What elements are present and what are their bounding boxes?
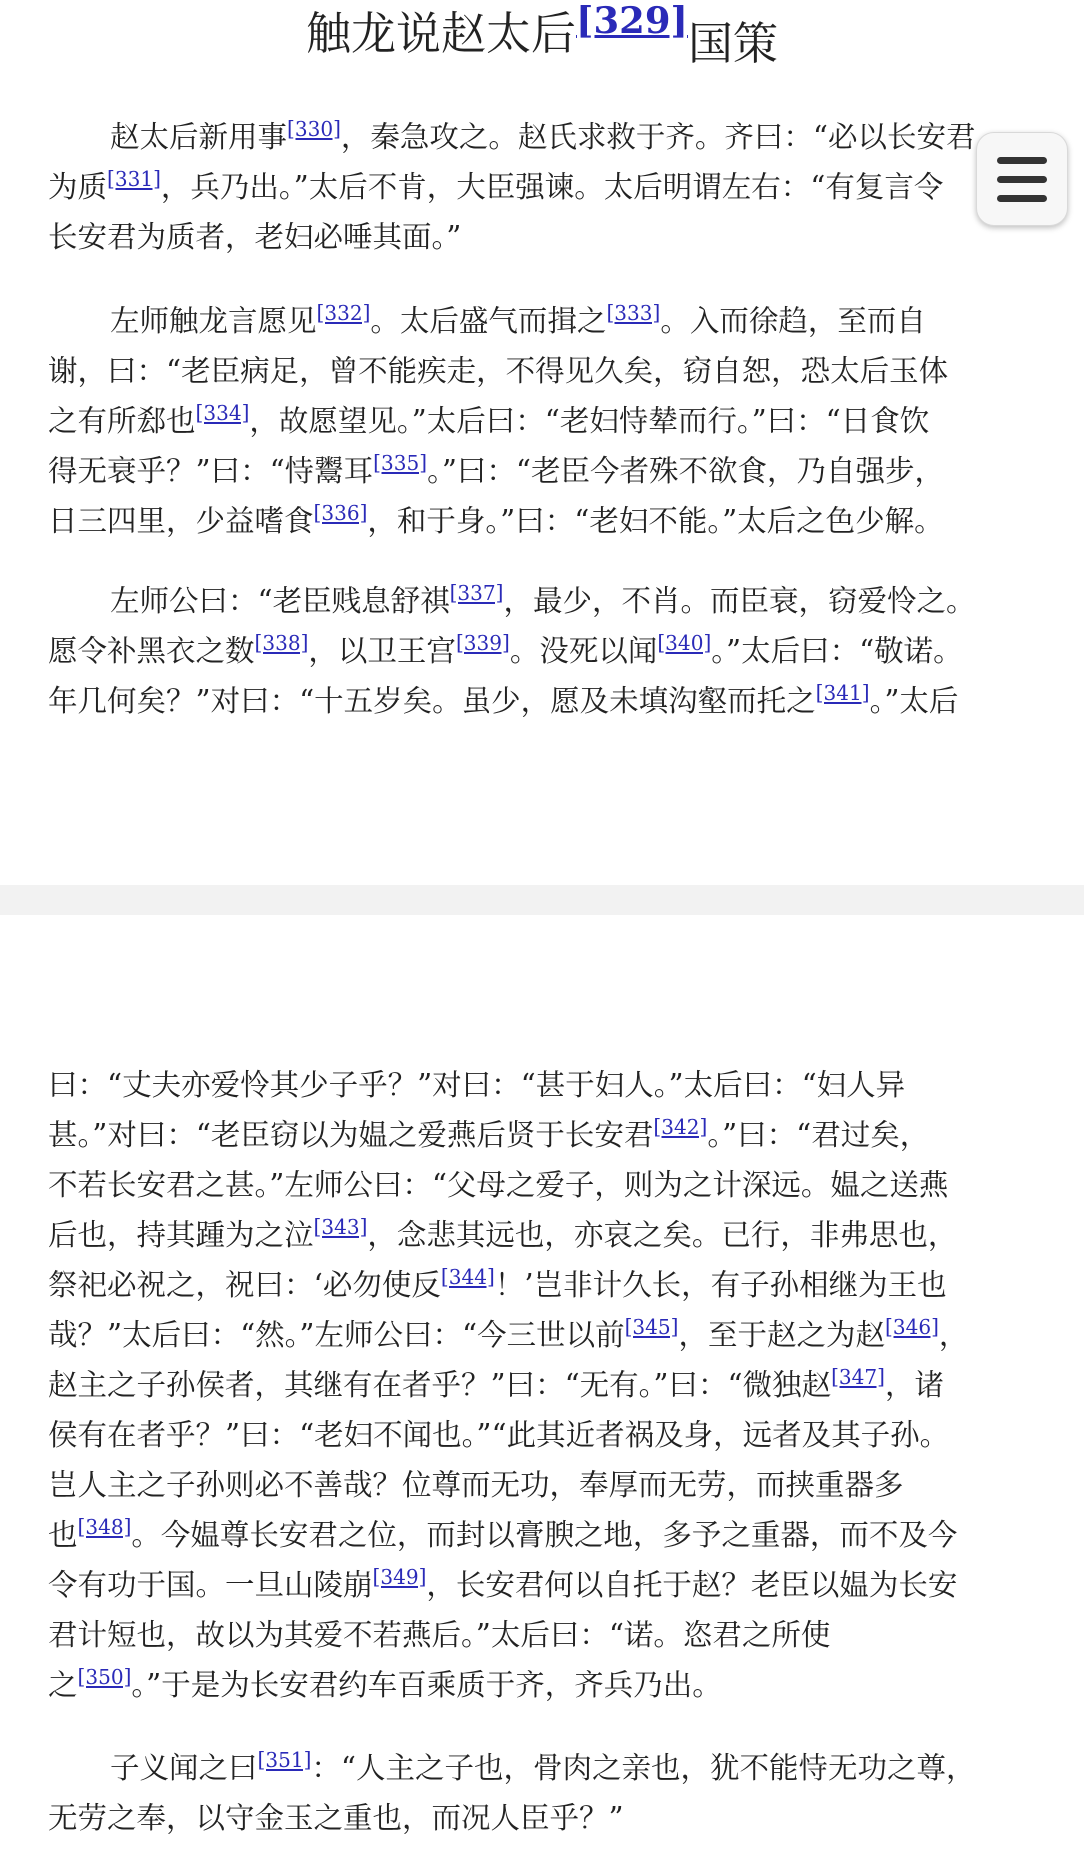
text-line (48, 496, 944, 546)
text-line (48, 1360, 944, 1410)
text-span: 得无衰乎？”曰：“恃鬻耳 (48, 454, 374, 488)
text-line (48, 1460, 904, 1510)
text-line (48, 676, 958, 726)
text-span: 。”曰：“老臣今者殊不欲食，乃自强步， (427, 454, 944, 488)
text-span: 谢，曰：“老臣病足，曾不能疾走，不得见久矣，窃自恕，恐太后玉体 (48, 354, 949, 388)
text-span: ，秦急攻之。赵氏求救于齐。齐曰：“必以长安君 (340, 120, 976, 154)
text-line (48, 1410, 949, 1460)
text-span: ，兵乃出。”太后不肯，大臣强谏。太后明谓左右：“有复言令 (160, 170, 944, 204)
text-span: 之 (48, 1668, 78, 1702)
footnote-link[interactable]: [341] (815, 681, 870, 706)
text-line (48, 162, 943, 212)
text-span: ，诸 (884, 1368, 944, 1402)
text-line (48, 626, 963, 676)
text-span: 赵太后新用事 (110, 120, 288, 154)
footnote-link[interactable]: [334] (195, 401, 250, 426)
text-line (48, 1560, 957, 1610)
text-span: 不若长安君之甚。”左师公曰：“父母之爱子，则为之计深远。媪之送燕 (48, 1168, 949, 1202)
text-span: ，故愿望见。”太后曰：“老妇恃辇而行。”曰：“日食饮 (249, 404, 930, 438)
text-span: 也 (48, 1518, 78, 1552)
footnote-link[interactable]: [333] (606, 301, 661, 326)
text-span: 。”于是为长安君约车百乘质于齐，齐兵乃出。 (131, 1668, 722, 1702)
text-span: 子义闻之曰 (110, 1751, 258, 1785)
text-span: 侯有在者乎？”曰：“老妇不闻也。”“此其近者祸及身，远者及其子孙。 (48, 1418, 950, 1452)
text-span: 无劳之奉，以守金玉之重也，而况人臣乎？” (48, 1801, 624, 1835)
footnote-link[interactable]: [331] (107, 167, 161, 192)
footnote-link[interactable]: [344] (440, 1265, 495, 1290)
footnote-link[interactable]: [338] (254, 631, 309, 656)
text-line (48, 1260, 947, 1310)
text-span: ，和于身。”曰：“老妇不能。”太后之色少解。 (367, 504, 944, 538)
text-line (110, 296, 926, 346)
text-span: 。入而徐趋，至而自 (660, 304, 926, 338)
text-span: ！’岂非计久长，有子孙相继为王也 (494, 1268, 947, 1302)
hamburger-menu-icon (997, 157, 1047, 164)
text-span: 左师公曰：“老臣贱息舒祺 (110, 584, 450, 618)
footnote-link[interactable]: [339] (455, 631, 510, 656)
page-break-divider (0, 885, 1084, 915)
text-span: ，最少，不肖。而臣衰，窃爱怜之。 (503, 584, 976, 618)
footnote-link[interactable]: [337] (449, 581, 504, 606)
text-span: 甚。”对曰：“老臣窃以为媪之爱燕后贤于长安君 (48, 1118, 654, 1152)
text-span: 。太后盛气而揖之 (370, 304, 607, 338)
text-span: ，念悲其远也，亦哀之矣。已行，非弗思也， (367, 1218, 958, 1252)
text-span: 哉？”太后曰：“然。”左师公曰：“今三世以前 (48, 1318, 625, 1352)
text-span: 长安君为质者，老妇必唾其面。” (48, 220, 462, 254)
text-line (48, 1610, 830, 1660)
footnote-link[interactable]: [351] (257, 1748, 312, 1773)
hamburger-menu-icon-bar (997, 176, 1047, 183)
text-span: 君计短也，故以为其爱不若燕后。”太后曰：“诺。恣君之所使 (48, 1618, 831, 1652)
text-span: 之有所郄也 (48, 404, 196, 438)
text-line (48, 1793, 624, 1843)
text-span: ，至于赵之为赵 (678, 1318, 885, 1352)
text-span: ，以卫王宫 (308, 634, 456, 668)
text-span: 。今媪尊长安君之位，而封以膏腴之地，多予之重器，而不及今 (131, 1518, 958, 1552)
footnote-link[interactable]: [347] (831, 1365, 885, 1390)
text-span: 左师触龙言愿见 (110, 304, 317, 338)
footnote-link[interactable]: [343] (313, 1215, 368, 1240)
text-span: 赵主之子孙侯者，其继有在者乎？”曰：“无有。”曰：“微独赵 (48, 1368, 832, 1402)
text-span: 愿令补黑衣之数 (48, 634, 255, 668)
text-line (48, 1310, 968, 1360)
hamburger-menu-icon-bar (997, 195, 1047, 202)
text-span: 。”曰：“君过矣， (707, 1118, 930, 1152)
page-section-bottom (0, 915, 1084, 1874)
text-span: 后也，持其踵为之泣 (48, 1218, 314, 1252)
text-span: 祭祀必祝之，祝曰：‘必勿使反 (48, 1268, 441, 1302)
title-tail: 国策 (687, 17, 778, 70)
footnote-link[interactable]: [332] (316, 301, 371, 326)
text-line (48, 1160, 948, 1210)
text-span: 日三四里，少益嗜食 (48, 504, 314, 538)
text-span: 曰：“丈夫亦爱怜其少子乎？”对曰：“甚于妇人。”太后曰：“妇人异 (48, 1068, 906, 1102)
title-main: 触龙说赵太后 (306, 7, 577, 60)
footnote-link[interactable]: [336] (313, 501, 368, 526)
text-line (48, 1060, 905, 1110)
text-line (48, 446, 944, 496)
text-span: 。没死以闻 (509, 634, 658, 668)
text-line (48, 1660, 722, 1710)
text-line (48, 396, 929, 446)
text-span: 令有功于国。一旦山陵崩 (48, 1568, 373, 1602)
footnote-link[interactable]: [345] (624, 1315, 679, 1340)
text-span: 。”太后 (869, 684, 959, 718)
footnote-link[interactable]: [350] (77, 1665, 132, 1690)
text-span: 年几何矣？”对曰：“十五岁矣。虽少，愿及未填沟壑而托之 (48, 684, 816, 718)
text-line (110, 1743, 976, 1793)
text-span: 岂人主之子孙则必不善哉？位尊而无功，奉厚而无劳，而挟重器多 (48, 1468, 904, 1502)
footnote-link[interactable]: [342] (653, 1115, 708, 1140)
text-line (48, 1110, 929, 1160)
text-span: ：“人主之子也，骨肉之亲也，犹不能恃无功之尊， (311, 1751, 976, 1785)
page-section-top (0, 0, 1084, 885)
footnote-link[interactable]: [340] (657, 631, 712, 656)
text-line (110, 576, 976, 626)
footnote-link[interactable]: [335] (373, 451, 428, 476)
text-span: ，长安君何以自托于赵？老臣以媪为长安 (426, 1568, 958, 1602)
text-span: ， (938, 1318, 969, 1352)
text-line (48, 1510, 957, 1560)
footnote-link[interactable]: [349] (372, 1565, 427, 1590)
footnote-link[interactable]: [330] (287, 117, 341, 142)
text-line (110, 112, 976, 162)
text-line (48, 346, 948, 396)
text-line (48, 1210, 957, 1260)
title-footnote-link[interactable]: [329] (576, 0, 688, 42)
text-line (48, 212, 461, 262)
menu-button[interactable] (976, 132, 1068, 226)
text-span: 。”太后曰：“敬诺。 (711, 634, 963, 668)
page-title (0, 0, 1084, 70)
footnote-link[interactable]: [348] (77, 1515, 132, 1540)
text-span: 为质 (48, 170, 108, 204)
footnote-link[interactable]: [346] (885, 1315, 939, 1340)
